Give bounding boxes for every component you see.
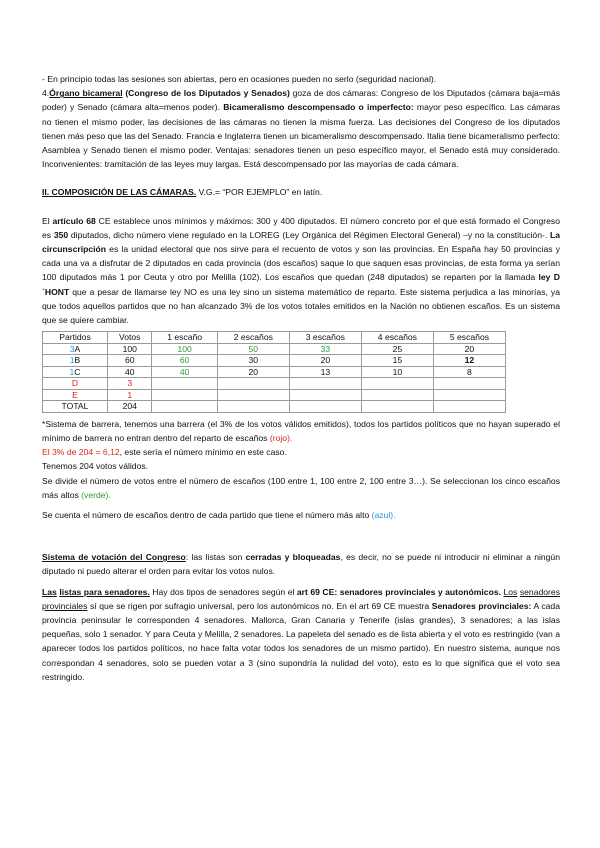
header-cell: 3 escaños [289, 332, 361, 344]
valid-note [42, 459, 560, 473]
empty-cell [289, 389, 361, 401]
note-text: , este sería el número mínimo en este caso. [119, 447, 287, 458]
seat-count: 1 [69, 366, 75, 377]
barrier-note [42, 417, 560, 445]
intro-text: - En principio todas las sesiones son abiertas, pero en ocasiones pueden no serlo (seguridad nacional). [42, 74, 437, 84]
table-row [43, 401, 506, 413]
note-text: Se divide el número de votos entre el número de escaños (100 entre 1, 100 entre 2, 100 entre 3…). Se seleccionan los cinco escaños más altos [42, 475, 560, 500]
votes-cell: 204 [108, 401, 152, 413]
party-cell: D [43, 378, 108, 390]
empty-cell [361, 389, 433, 401]
bicameral-text-2: mayor peso específico. Las cámaras no tienen el mismo poder, las decisiones de las cámaras no tienen la misma fuerza. Las decisiones del Congreso de los diputados tienen más peso que las del Senado. Francia e Inglaterra tienen un bicameralismo descompensado. Italia tiene bicameralismo perfecto: Asamblea y Senado tienen el mismo poder. Ventajas: senadores tienen un peso específico mayor, el Senado está muy considerado. Inconvenientes: tramitación de las leyes muy largas. Está descompensado por las mayorías de cada cámara. [42, 102, 560, 170]
seat-count: 3 [69, 343, 75, 354]
note-green: (verde). [81, 489, 111, 500]
table-row [43, 366, 506, 378]
party-cell [43, 343, 108, 355]
count-note [42, 508, 560, 522]
quotient-cell: 60 [152, 355, 217, 367]
senate-paragraph [42, 585, 560, 684]
bold-run: art 69 CE: senadores provinciales y autonómicos. [296, 586, 501, 597]
bold-run: 350 [53, 229, 69, 240]
quotient-cell: 33 [289, 343, 361, 355]
table-row [43, 355, 506, 367]
quotient-cell: 40 [152, 366, 217, 378]
empty-cell [289, 401, 361, 413]
voting-title: Sistema de votación del Congreso [42, 552, 186, 563]
table-row [43, 378, 506, 390]
quotient-cell: 15 [361, 355, 433, 367]
dhondt-table [42, 331, 506, 413]
document-page [42, 72, 560, 684]
empty-cell [217, 389, 289, 401]
party-cell: TOTAL [43, 401, 108, 413]
item-number: 4. [42, 88, 50, 99]
note-text: Se cuenta el número de escaños dentro de cada partido que tiene el número más alto [42, 509, 372, 520]
percent-note [42, 445, 560, 459]
bold-run: La circunscripción [42, 229, 560, 255]
text-run: : las listas son [185, 552, 246, 563]
empty-cell [217, 401, 289, 413]
votes-cell: 60 [108, 355, 152, 367]
underline-run: senadores provinciales [42, 586, 560, 611]
bicameral-title: Órgano bicameral [49, 88, 123, 99]
quotient-cell: 25 [361, 343, 433, 355]
bold-run: Senadores provinciales: [431, 600, 532, 611]
text-run: , es decir, no se puede ni introducir ni eliminar a ningún diputado ni puedo alterar el orden para evitar los votos nulos. [42, 552, 560, 577]
party-name: A [74, 343, 81, 354]
text-run: diputados, dicho número viene regulado en la LOREG (Ley Orgánica del Régimen Electoral General) –y no la constitución-. [68, 229, 550, 240]
quotient-cell: 20 [289, 355, 361, 367]
quotient-cell: 13 [289, 366, 361, 378]
votes-cell: 40 [108, 366, 152, 378]
quotient-cell: 50 [217, 343, 289, 355]
table-header-row [43, 332, 506, 344]
text-run: Hay dos tipos de senadores según el [149, 586, 297, 597]
empty-cell [217, 378, 289, 390]
party-cell [43, 366, 108, 378]
header-cell: Partidos [43, 332, 108, 344]
bicameral-paragraph [42, 86, 560, 171]
bold-run: artículo 68 [52, 215, 96, 226]
table-row [43, 389, 506, 401]
party-name: C [74, 366, 81, 377]
bold-run: cerradas y bloqueadas [245, 552, 341, 563]
votes-cell: 3 [108, 378, 152, 390]
table-row [43, 343, 506, 355]
text-run: que a pesar de llamarse ley NO es una ley sino un sistema matemático de reparto. Este sistema perjudica a las minorías, ya que todos aquellos partidos que no han alcanzado 3% de los votos totales emitidos en la Nación no obtienen escaños. Es un sistema que se quiere cambiar. [42, 286, 560, 326]
text-run: El [42, 215, 53, 226]
header-cell: Votos [108, 332, 152, 344]
quotient-cell: 12 [433, 355, 505, 367]
header-cell: 1 escaño [152, 332, 217, 344]
votes-cell: 100 [108, 343, 152, 355]
bicameral-subtitle: (Congreso de los Diputados y Senados) [122, 88, 290, 99]
empty-cell [361, 378, 433, 390]
bicameral-text: goza de dos cámaras: Congreso de los Diputados (cámara baja=más poder) y Senado (cámara alta=menos poder). [42, 88, 561, 113]
text-run: A cada provincia peninsular le corresponden 4 senadores. Mallorca, Gran Canaria y Tenerife (islas grandes), 3 senadores; a las islas pequeñas, solo 1 senador. Y para Ceuta y Melilla, 2 senadores. La papeleta del senado es de lista abierta y el voto es restringido (van a aparecer todos los partidos políticos, no hace falta votar todos los senadores de un mismo partido). En nuestro sistema, aunque nos correspondan 4 senadores, solo se pueden votar a 3 (sino supondría la nulidad del voto), esto es lo que significa que el voto sea restringido. [42, 600, 560, 682]
voting-paragraph [42, 550, 560, 578]
section-heading [42, 185, 560, 199]
quotient-cell: 100 [152, 343, 217, 355]
party-cell [43, 355, 108, 367]
party-name: B [74, 355, 81, 366]
note-blue: (azul). [371, 509, 396, 520]
bold-run: ley D´HONT [42, 272, 560, 297]
empty-cell [433, 401, 505, 413]
note-text: Tenemos 204 votos válidos. [42, 461, 149, 472]
underline-run: Las [42, 586, 57, 597]
quotient-cell: 20 [217, 366, 289, 378]
underline-run: Los [503, 586, 518, 597]
note-red: El 3% de 204 = 6,12 [42, 447, 120, 458]
header-cell: 4 escaños [361, 332, 433, 344]
header-cell: 5 escaños [433, 332, 505, 344]
empty-cell [152, 378, 217, 390]
quotient-cell: 8 [433, 366, 505, 378]
empty-cell [152, 401, 217, 413]
text-run: sí que se rigen por sufragio universal, pero los autonómicos no. En el art 69 CE muestra [87, 600, 432, 611]
party-cell: E [43, 389, 108, 401]
underline-run: listas para senadores. [59, 586, 150, 597]
note-text: *Sistema de barrera, tenemos una barrera (el 3% de los votos válidos emitidos), todos los partidos políticos que no hayan superado el mínimo de barrera no entran dentro del reparto de escaños [42, 418, 560, 443]
empty-cell [433, 389, 505, 401]
empty-cell [433, 378, 505, 390]
empty-cell [361, 401, 433, 413]
empty-cell [152, 389, 217, 401]
quotient-cell: 10 [361, 366, 433, 378]
divide-note [42, 474, 560, 502]
note-red: (rojo). [269, 432, 293, 443]
quotient-cell: 20 [433, 343, 505, 355]
bicameral-bold: Bicameralismo descompensado o imperfecto: [223, 102, 414, 113]
composition-paragraph [42, 214, 560, 328]
intro-line [42, 72, 560, 86]
section-title-tail: V.G.= “POR EJEMPLO” en latín. [196, 187, 323, 198]
empty-cell [289, 378, 361, 390]
text-run: es la unidad electoral que nos sirve para el recuento de votos y son las provincias. En España hay 50 provincias y cada una va a disfrutar de 2 diputados en cada provincia (dos escaños) saque lo que saquen esas provincias, de esta forma ya serían 100 diputados más 1 por Ceuta y otro por Melilla (102). Los escaños que quedan (248 diputados) se reparten por la llamada [42, 244, 560, 283]
votes-cell: 1 [108, 389, 152, 401]
seat-count: 1 [69, 355, 75, 366]
header-cell: 2 escaños [217, 332, 289, 344]
section-title: II. COMPOSICIÓN DE LAS CÁMARAS. [42, 187, 197, 198]
quotient-cell: 30 [217, 355, 289, 367]
text-run: CE establece unos mínimos y máximos: 300 y 400 diputados. El número concreto por el que está formado el Congreso es [42, 215, 560, 240]
